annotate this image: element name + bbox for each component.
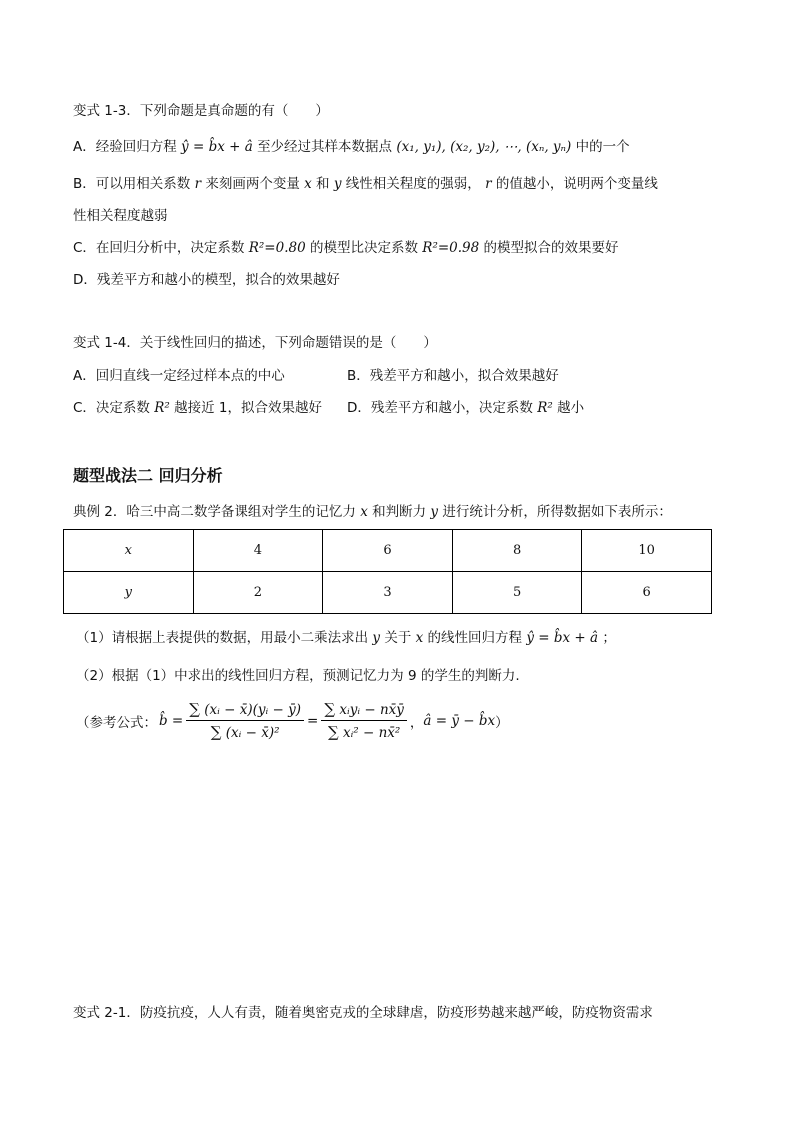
option-b-text: 来刻画两个变量 (205, 176, 300, 192)
r-squared: R² (154, 400, 170, 416)
v14-option-d (347, 398, 584, 418)
v13-option-a (73, 137, 630, 157)
q1-text: （1）请根据上表提供的数据，用最小二乘法求出 (76, 630, 369, 646)
comma: ， (409, 714, 424, 731)
var-r: r (485, 176, 492, 192)
v14-option-c (73, 398, 322, 418)
var-x: x (304, 176, 312, 192)
denominator-expr: xᵢ² − nx̄² (342, 725, 401, 741)
var-x: x (360, 504, 368, 520)
option-c-text: C．决定系数 (73, 400, 150, 416)
option-c-text: C．在回归分析中，决定系数 (73, 240, 245, 256)
var-x: x (415, 630, 424, 646)
table-row (64, 572, 712, 614)
ex2-text: 和判断力 (372, 504, 427, 520)
option-c-text: 的模型比决定系数 (309, 240, 418, 256)
option-b-text: B．可以用相关系数 (73, 176, 191, 192)
table-cell: 2 (193, 572, 323, 614)
var-y: y (430, 504, 439, 520)
option-a-label: A．经验回归方程 (73, 139, 177, 155)
ex2-q1 (76, 628, 616, 648)
ex2-text: 进行统计分析，所得数据如下表所示： (442, 504, 672, 520)
data-table (63, 529, 712, 614)
var-r: r (194, 176, 202, 192)
r-squared-098: R²=0.98 (422, 240, 480, 256)
sigma-symbol: ∑ (327, 723, 339, 741)
sigma-symbol: ∑ (189, 700, 200, 718)
regression-equation: ŷ = b̂x + â (526, 630, 599, 646)
table-cell: 6 (582, 572, 712, 614)
table-cell: y (64, 572, 194, 614)
v13-option-d: D．残差平方和越小的模型，拟合的效果越好 (73, 272, 340, 288)
formula-label: （参考公式： (76, 714, 157, 731)
option-b-text: 线性相关程度的强弱， (345, 176, 481, 192)
fraction-2 (321, 700, 407, 741)
r-squared: R² (537, 400, 553, 416)
sigma-symbol: ∑ (210, 723, 222, 741)
numerator-expr: xᵢyᵢ − nx̄ȳ (339, 702, 404, 718)
denominator-expr: (xᵢ − x̄)² (225, 725, 280, 741)
fraction-denominator (208, 721, 283, 741)
option-c-text: 越接近 1，拟合效果越好 (174, 400, 322, 416)
table-cell: 8 (452, 530, 582, 572)
option-d-text: 越小 (557, 400, 585, 416)
v14-stem: 变式 1-4．关于线性回归的描述，下列命题错误的是（ ） (73, 335, 437, 351)
q1-text: 关于 (384, 630, 412, 646)
v21-stem: 变式 2-1．防疫抗疫，人人有责，随着奥密克戎的全球肆虐，防疫形势越来越严峻，防疫物资需求 (73, 1005, 653, 1021)
option-b-text: 的值越小，说明两个变量线 (495, 176, 658, 192)
var-y: y (372, 630, 381, 646)
v13-stem: 变式 1-3．下列命题是真命题的有（ ） (73, 103, 329, 119)
fraction-denominator (325, 721, 403, 741)
ex2-q2: （2）根据（1）中求出的线性回归方程，预测记忆力为 9 的学生的判断力. (76, 668, 520, 684)
v13-option-b-line2: 性相关程度越弱 (73, 208, 168, 224)
v13-option-b (73, 174, 658, 194)
q1-text: ； (602, 630, 616, 646)
table-row (64, 530, 712, 572)
reference-formula (76, 700, 509, 741)
v13-option-c (73, 238, 619, 258)
a-hat-formula: â = ȳ − b̂x (423, 712, 496, 729)
option-a-text: 至少经过其样本数据点 (257, 139, 393, 155)
equals-sign: = (307, 712, 319, 729)
fraction-1 (186, 700, 304, 741)
option-d-text: D．残差平方和越小，决定系数 (347, 400, 533, 416)
table-cell: 4 (193, 530, 323, 572)
table-cell: x (64, 530, 194, 572)
option-b-text: 和 (316, 176, 330, 192)
table-cell: 5 (452, 572, 582, 614)
r-squared-080: R²=0.80 (248, 240, 306, 256)
fraction-numerator (186, 700, 304, 721)
table-cell: 6 (323, 530, 453, 572)
option-a-end: 中的一个 (575, 139, 630, 155)
numerator-expr: (xᵢ − x̄)(yᵢ − ȳ) (204, 702, 302, 718)
fraction-numerator (321, 700, 407, 721)
sample-points: (x₁, y₁), (x₂, y₂), ⋯, (xₙ, yₙ) (396, 139, 572, 155)
table-cell: 10 (582, 530, 712, 572)
var-y: y (333, 176, 342, 192)
regression-equation: ŷ = b̂x + â (181, 139, 253, 155)
ex2-text: 典例 2．哈三中高二数学备课组对学生的记忆力 (73, 504, 356, 520)
b-hat: b̂ = (159, 712, 184, 729)
q1-text: 的线性回归方程 (427, 630, 523, 646)
close-paren: ） (495, 714, 509, 731)
table-cell: 3 (323, 572, 453, 614)
section-heading: 题型战法二 回归分析 (73, 466, 223, 485)
option-c-text: 的模型拟合的效果要好 (483, 240, 619, 256)
ex2-stem (73, 502, 672, 522)
v14-option-a: A．回归直线一定经过样本点的中心 (73, 368, 285, 384)
v14-option-b: B．残差平方和越小，拟合效果越好 (347, 368, 559, 384)
sigma-symbol: ∑ (324, 700, 336, 718)
